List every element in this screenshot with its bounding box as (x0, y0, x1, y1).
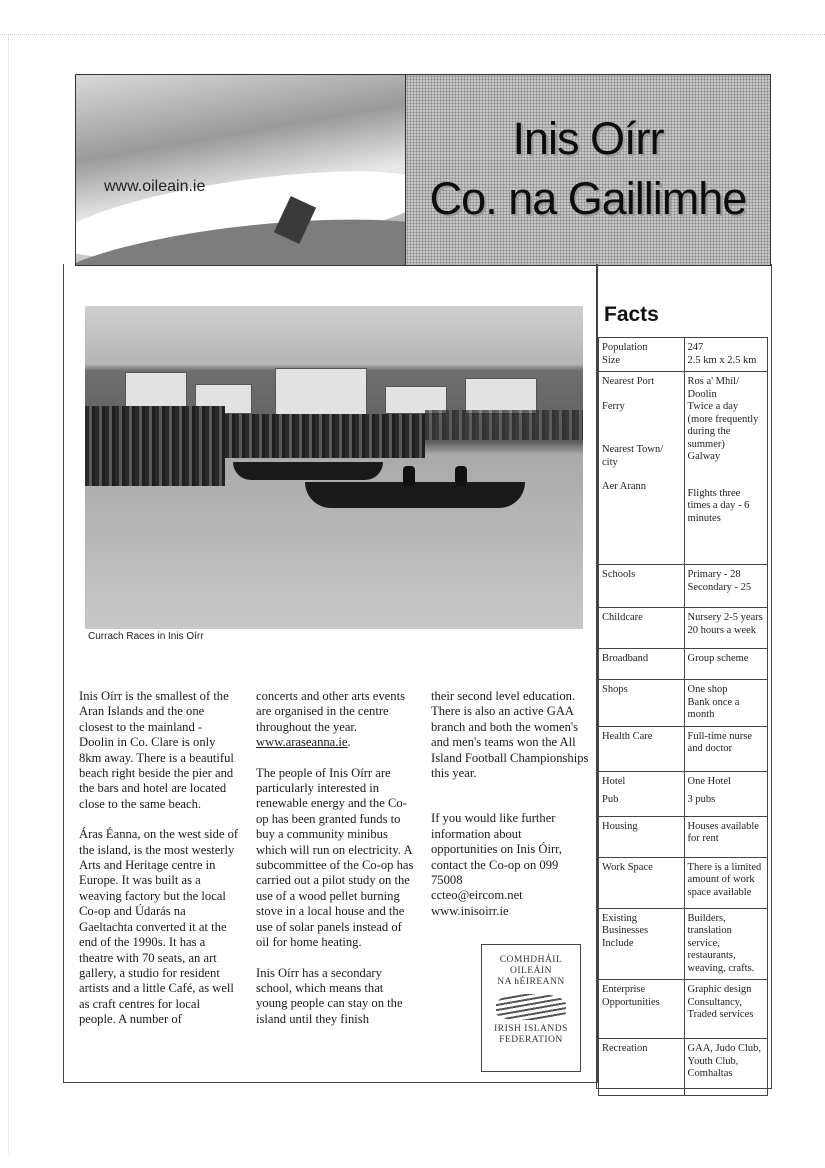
currach-races-photo (85, 306, 583, 629)
body-column-3 (431, 689, 591, 934)
facts-key: Existing Businesses Include (599, 908, 685, 980)
facts-row (599, 771, 768, 816)
araseanna-link[interactable]: www.araseanna.ie (256, 735, 348, 750)
facts-value-text: 247 (687, 342, 704, 353)
header-banner-image (75, 74, 407, 266)
facts-row (599, 908, 768, 980)
facts-value (684, 608, 767, 649)
facts-value (684, 680, 767, 727)
facts-key: Broadband (599, 649, 685, 680)
page-title: Inis Oírr (512, 113, 664, 164)
facts-value-text: Ros a' Mhíl/ Doolin (687, 376, 740, 400)
contact-email[interactable]: ccteo@eircom.net (431, 888, 523, 903)
facts-value-text: Nursery 2-5 years (687, 612, 763, 623)
header-title-panel (405, 74, 771, 266)
facts-value: GAA, Judo Club, Youth Club, Comhaltas (684, 1039, 767, 1096)
facts-key-text: Aer Arann (602, 481, 647, 492)
facts-value (684, 771, 767, 816)
scan-border-top (0, 34, 825, 35)
facts-key: Childcare (599, 608, 685, 649)
facts-key-text: Size (602, 354, 621, 366)
facts-value-text: Twice a day (more frequently during the summer) (687, 401, 759, 450)
facts-value (684, 372, 767, 565)
photo-crowd (425, 410, 583, 440)
facts-value: Graphic design Consultancy, Traded services (684, 980, 767, 1039)
facts-row (599, 857, 768, 908)
facts-key: Schools (599, 565, 685, 608)
facts-row (599, 608, 768, 649)
photo-building (275, 368, 367, 416)
photo-crowd (85, 406, 225, 486)
irish-islands-federation-logo (481, 944, 581, 1072)
facts-value: Builders, translation service, restaurants, weaving, crafts. (684, 908, 767, 980)
photo-crowd (225, 414, 425, 458)
body-paragraph (431, 811, 591, 919)
body-paragraph: Áras Éanna, on the west side of the island, is the most westerly Arts and Heritage centre in Europe. It was built as a weaving factory but the local Co-op and Údarás na Gaeltachta converted it at the end of the 1990s. It has a theatre with 70 seats, an art gallery, a studio for resident artists and a little Café, as well as craft centres for local people. A number of (79, 827, 239, 1027)
facts-key-text: Nearest Town/ city (602, 444, 664, 468)
header-url[interactable]: www.oileain.ie (104, 178, 206, 195)
facts-value-text: Bank once a month (687, 696, 740, 720)
body-paragraph: their second level education. There is also an active GAA branch and both the women's and men's teams won the All Island Football Championships this year. (431, 689, 589, 781)
page-subtitle: Co. na Gaillimhe (429, 173, 747, 224)
body-paragraph: concerts and other arts events are organised in the centre throughout the year. www.araseanna.ie. (256, 689, 405, 750)
facts-key-text: Nearest Port (602, 376, 655, 387)
facts-row (599, 816, 768, 857)
facts-key-text: Pub (602, 794, 619, 805)
facts-value-text: 20 hours a week (687, 624, 757, 636)
facts-key: Enterprise Opportunities (599, 980, 685, 1039)
facts-row (599, 372, 768, 565)
facts-key: Housing (599, 816, 685, 857)
facts-value-text: One Hotel (687, 775, 731, 787)
contact-text: If you would like further information about opportunities on Inis Óirr, contact the Co-op on 099 75008 (431, 811, 563, 888)
facts-key-text: Ferry (602, 400, 625, 412)
facts-value (684, 338, 767, 372)
facts-key: Health Care (599, 726, 685, 771)
facts-heading: Facts (604, 303, 659, 326)
facts-value: Houses available for rent (684, 816, 767, 857)
facts-key: Recreation (599, 1039, 685, 1096)
facts-value-text: 2.5 km x 2.5 km (687, 354, 757, 366)
waves-icon (496, 994, 566, 1020)
facts-value (684, 565, 767, 608)
facts-key (599, 372, 685, 565)
facts-value-text: Galway (687, 451, 721, 462)
body-paragraph: Inis Oírr has a secondary school, which means that young people can stay on the island until they finish (256, 965, 403, 1026)
facts-row (599, 338, 768, 372)
logo-text: NA hÉIREANN (497, 977, 565, 987)
facts-value: Group scheme (684, 649, 767, 680)
photo-currach (305, 482, 525, 508)
facts-value-text: 3 pubs (687, 794, 716, 805)
photo-building (465, 378, 537, 414)
facts-row (599, 980, 768, 1039)
facts-key (599, 338, 685, 372)
facts-value-text: Secondary - 25 (687, 581, 752, 593)
body-column-2 (256, 689, 416, 1042)
facts-row (599, 726, 768, 771)
logo-text: FEDERATION (499, 1035, 563, 1045)
body-paragraph: Inis Oírr is the smallest of the Aran Islands and the one closest to the mainland - Doolin in Co. Clare is only 8km away. There is a beautiful beach right beside the pier and the bars and hotel are located close to the same beach. (79, 689, 234, 811)
scan-border-left (8, 34, 9, 1154)
body-text: concerts and other arts events are organised in the centre throughout the year. (256, 689, 405, 734)
photo-caption: Currach Races in Inis Oírr (88, 631, 204, 642)
facts-row (599, 565, 768, 608)
facts-key: Shops (599, 680, 685, 727)
facts-key-text: Population (602, 342, 648, 353)
facts-row (599, 1039, 768, 1096)
body-column-1 (79, 689, 239, 1043)
facts-value: There is a limited amount of work space available (684, 857, 767, 908)
facts-value-text: One shop (687, 684, 728, 695)
facts-table (598, 337, 768, 1096)
body-paragraph: The people of Inis Oírr are particularly interested in renewable energy and the Co-op has been granted funds to buy a community minibus which will run on electricity. A subcommittee of the Co-op has carried out a pilot study on the use of a wood pellet burning stove in a local house and the use of solar panels instead of oil for home heating. (256, 765, 414, 950)
photo-rower (455, 466, 467, 486)
facts-value: Full-time nurse and doctor (684, 726, 767, 771)
photo-rower (403, 466, 415, 486)
facts-key-text: Hotel (602, 775, 626, 787)
logo-text: OILEÁIN (509, 966, 552, 976)
facts-row (599, 649, 768, 680)
facts-value-text: Flights three times a day - 6 minutes (687, 487, 750, 524)
facts-key (599, 771, 685, 816)
photo-currach (233, 462, 383, 480)
facts-value-text: Primary - 28 (687, 569, 741, 580)
logo-text: IRISH ISLANDS (494, 1024, 568, 1034)
facts-key: Work Space (599, 857, 685, 908)
contact-website[interactable]: www.inisoirr.ie (431, 903, 509, 918)
logo-text: COMHDHÁIL (499, 955, 563, 965)
facts-row (599, 680, 768, 727)
